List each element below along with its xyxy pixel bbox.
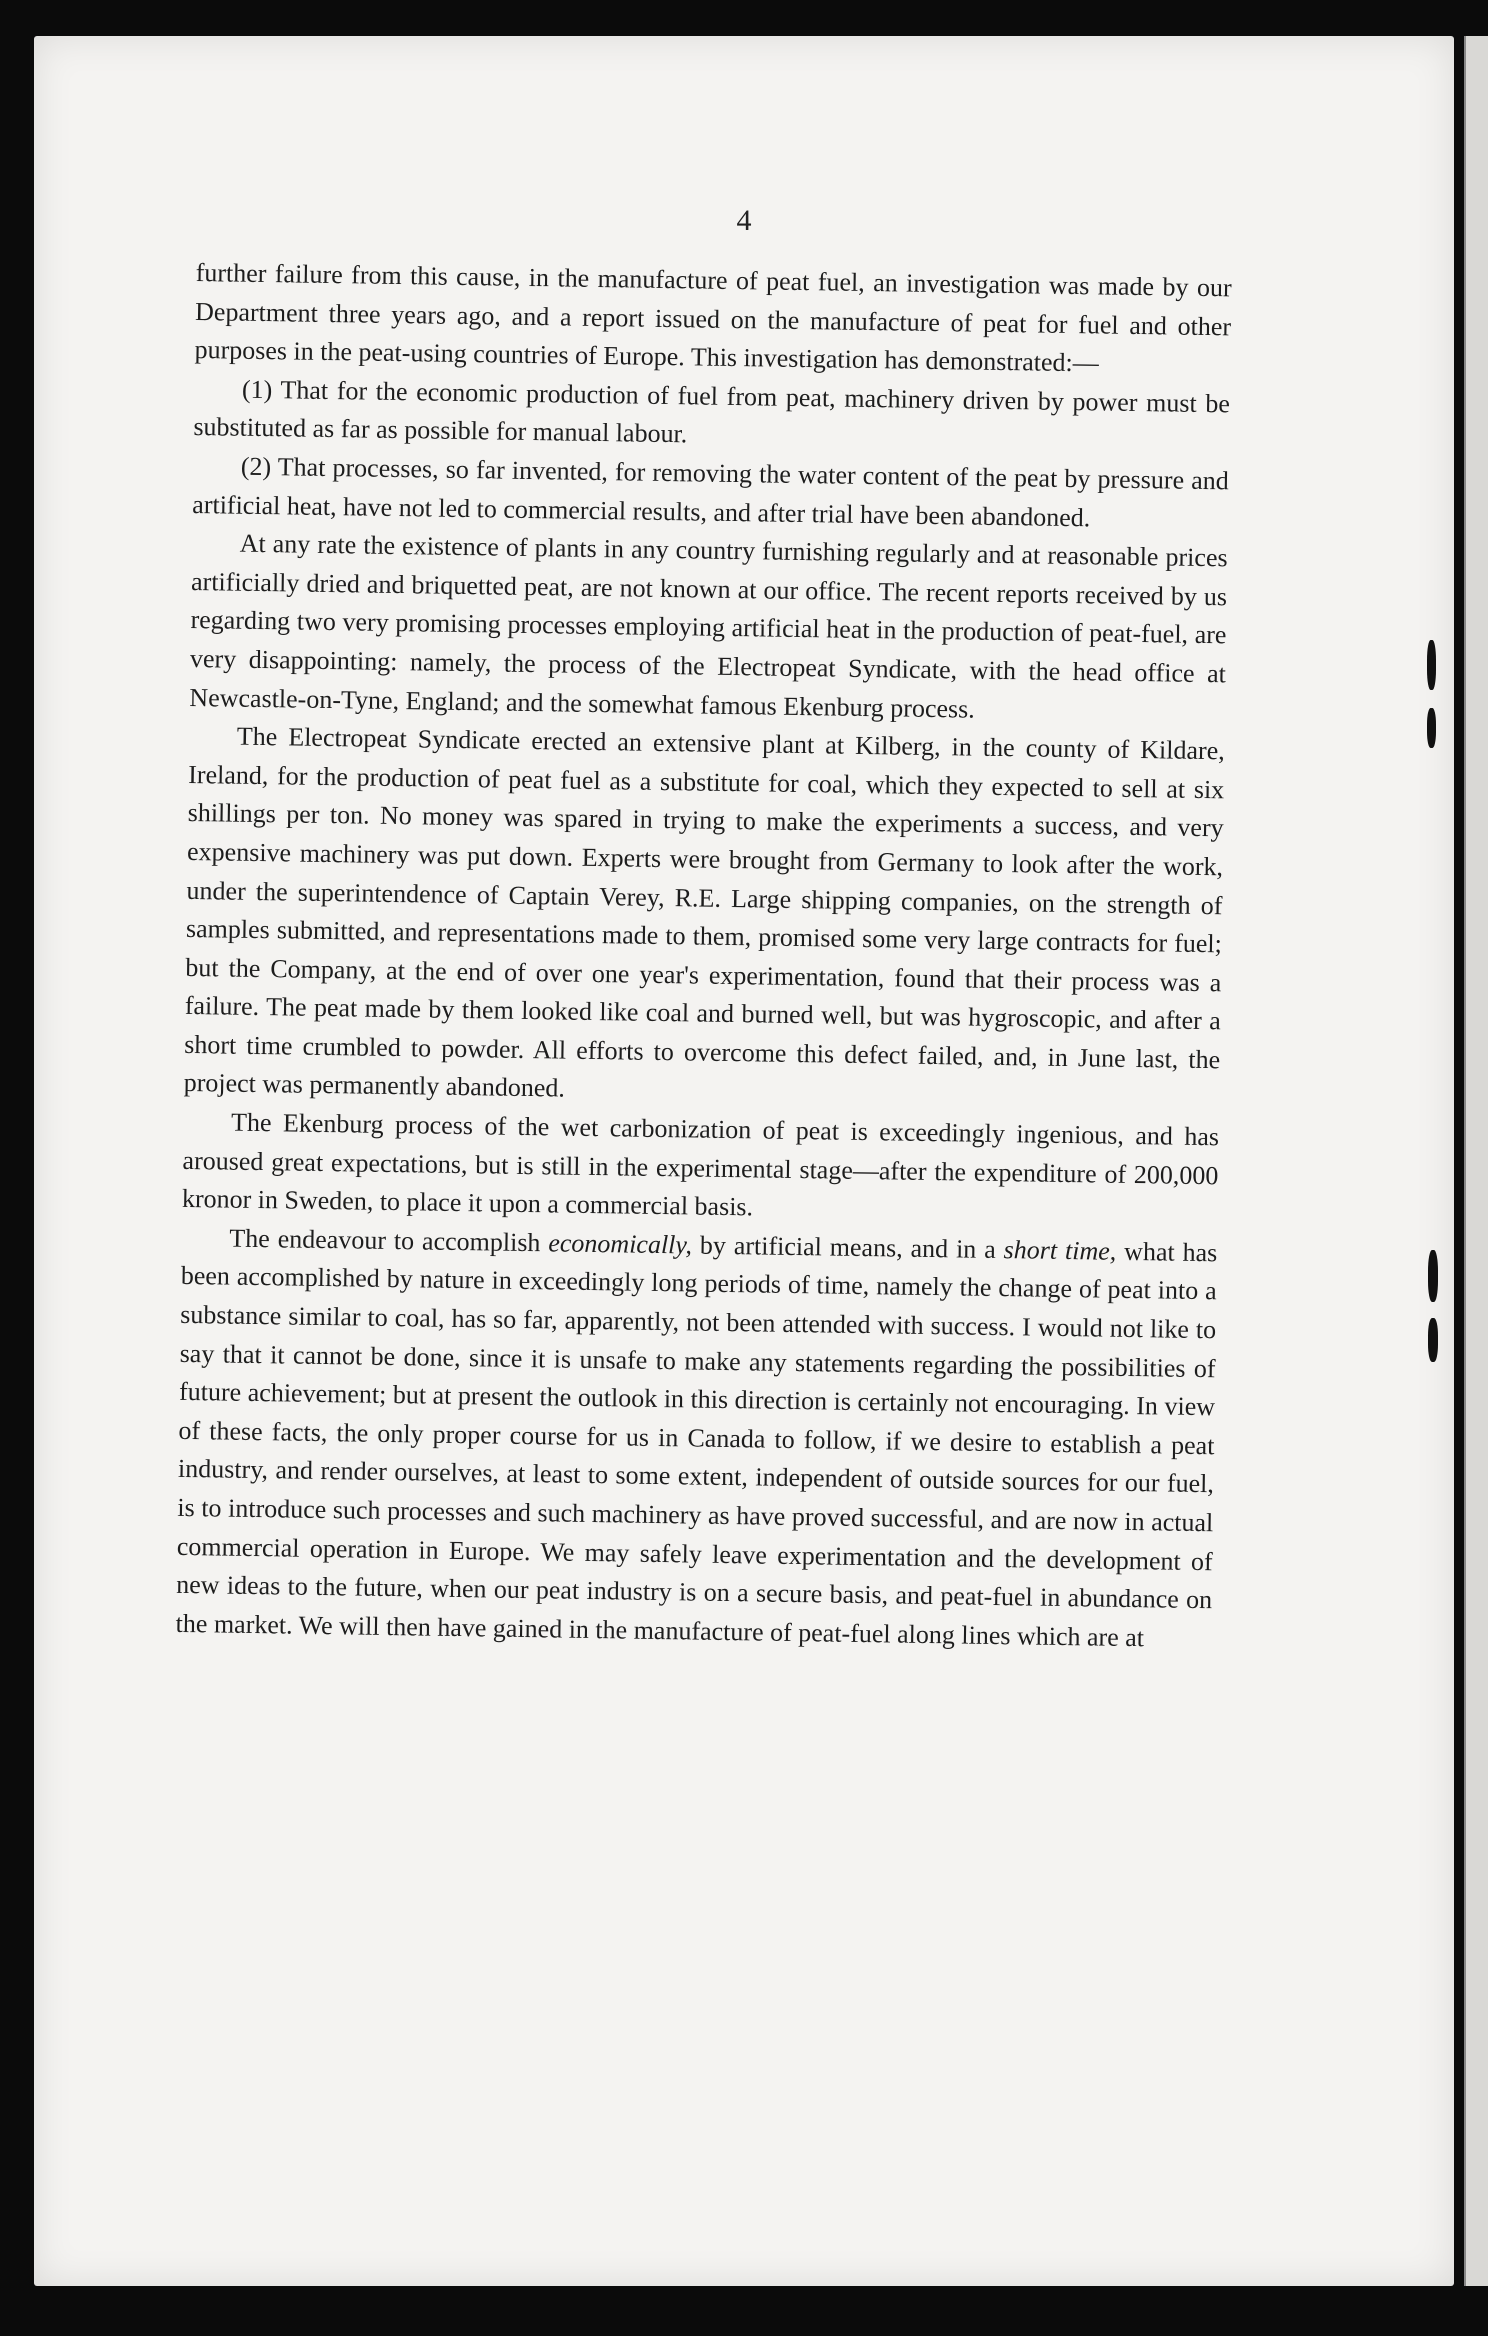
page-edge-strip — [1464, 36, 1488, 2286]
text-run: The endeavour to accomplish — [229, 1223, 549, 1258]
text-run: by artificial means, and in a — [691, 1230, 1004, 1264]
paragraph: further failure from this cause, in the manufacture of peat fuel, an investigation was made by our Department three years ago, and a report issued on the manufacture of peat for fuel and other purposes in the peat-using countries of Europe. This investigation has demonstrated:— — [194, 257, 1232, 378]
paragraph: The Electropeat Syndicate erected an extensive plant at Kilberg, in the county of Kildare, Ireland, for the production of peat fuel as a substitute for coal, which they expected to sell at six shillings per ton. No money was spared in trying to make the experiments a success, and very expensive machinery was put down. Experts were brought from Germany to look after the work, under the superintendence of Captain Verey, R.E. Large shipping companies, on the strength of samples submitted, and representations made to them, promised some very large contracts for fuel; but the Company, at the end of over one year's experimentation, found that their process was a failure. The peat made by them looked like coal and burned well, but was hygroscopic, and after a short time crumbled to powder. All efforts to overcome this defect failed, and, in June last, the project was permanently abandoned. — [183, 721, 1225, 1104]
paragraph: The Ekenburg process of the wet carbonization of peat is exceedingly ingenious, and has aroused great expectations, but is still in the experimental stage—after the expenditure of 200,000 kronor in Sweden, to place it upon a commercial basis. — [181, 1107, 1220, 1222]
binding-mark-icon — [1427, 640, 1436, 690]
paragraph: At any rate the existence of plants in any country furnishing regularly and at reasonable prices artificially dried and briquetted peat, are not known at our office. The recent reports received by us regarding two very promising processes employing artificial heat in the production of peat-fuel, are very disappointing: namely, the process of the Electropeat Syndicate, with the head office at Newcastle-on-Tyne, England; and the somewhat famous Ekenburg process. — [189, 528, 1228, 724]
binding-mark-icon — [1428, 1318, 1438, 1362]
binding-mark-icon — [1427, 708, 1436, 748]
binding-mark-icon — [1428, 1250, 1438, 1302]
paragraph: (1) That for the economic production of fuel from peat, machinery driven by power must be substituted as far as possible for manual labour. — [193, 374, 1231, 449]
paragraph-final — [175, 1219, 1217, 1659]
body-text — [175, 254, 1231, 1659]
page-number: 4 — [736, 204, 752, 237]
paragraph: (2) That processes, so far invented, for removing the water content of the peat by pressure and artificial heat, have not led to commercial results, and after trial have been abandoned. — [192, 451, 1229, 532]
italic-text: short time, — [1003, 1234, 1117, 1266]
italic-text: economically, — [548, 1228, 693, 1260]
text-run: what has been accomplished by nature in exceedingly long periods of time, namely the change of peat into a substance similar to coal, has so far, apparently, not been attended with success. I would not like to say that it cannot be done, since it is unsafe to make any statements regarding the possibilities of future achievement; but at present the outlook in this direction is certainly not encouraging. In view of these facts, the only proper course for us in Canada to follow, if we desire to establish a peat industry, and render ourselves, at least to some extent, independent of outside sources for our fuel, is to introduce such processes and such machinery as have proved successful, and are now in actual commercial operation in Europe. We may safely leave experimentation and the development of new ideas to the future, when our peat industry is on a secure basis, and peat-fuel in abundance on the market. We will then have gained in the manufacture of peat-fuel along lines which are at — [175, 1236, 1218, 1652]
